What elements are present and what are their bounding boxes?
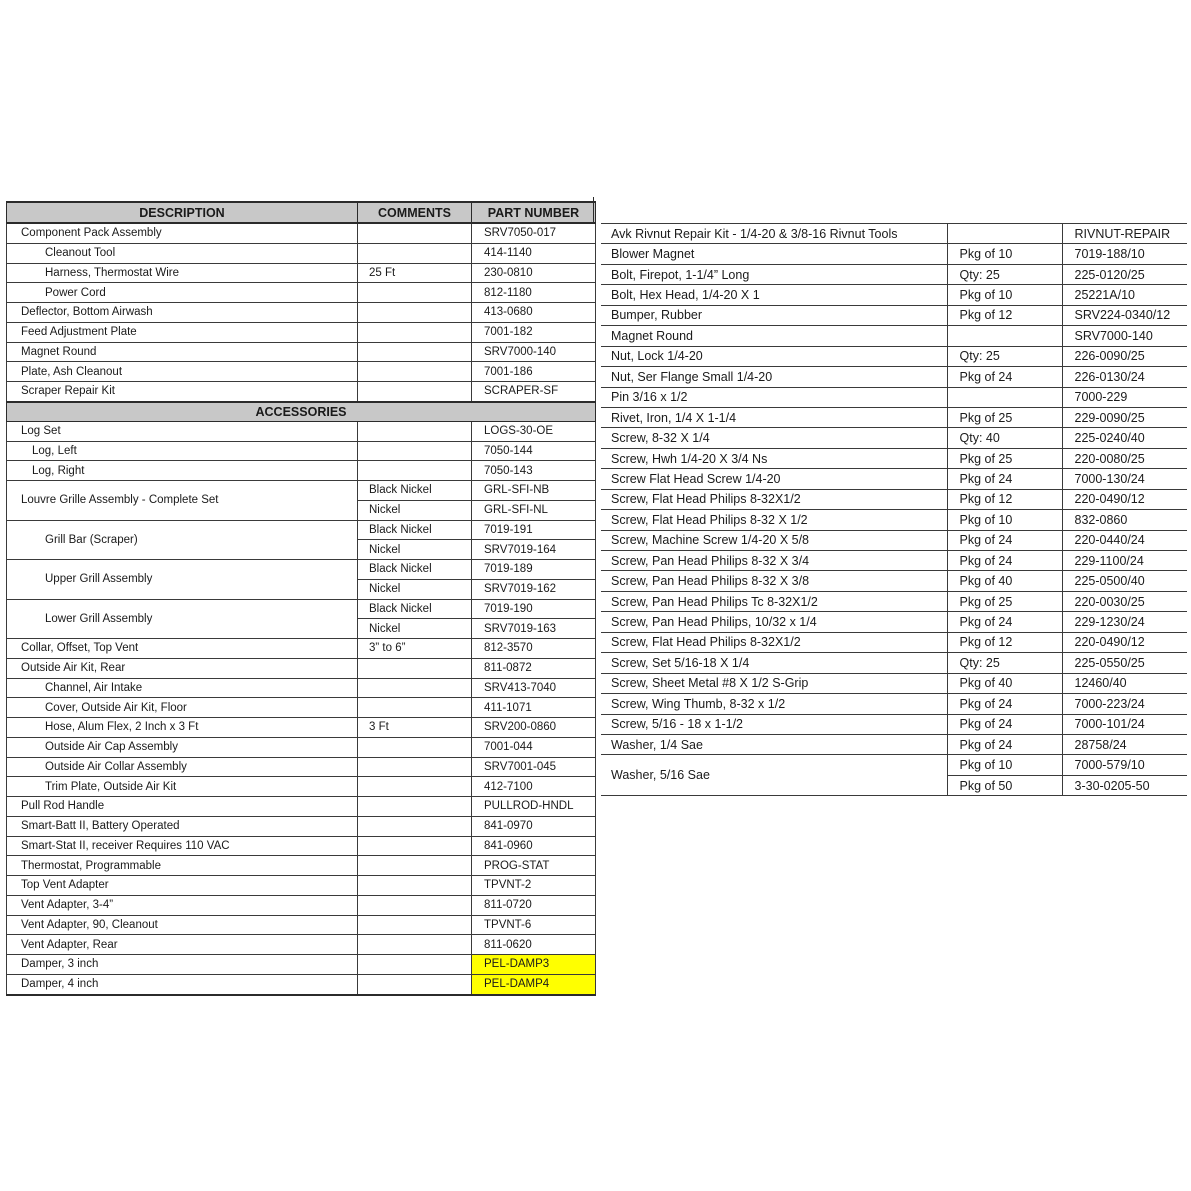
part-comment: Black Nickel — [358, 560, 472, 580]
part-number: 220-0490/12 — [1062, 632, 1187, 652]
table-row — [7, 876, 596, 896]
part-number: 7001-182 — [472, 322, 596, 342]
part-number: 7000-229 — [1062, 387, 1187, 407]
table-row — [7, 560, 596, 580]
table-row — [601, 714, 1187, 734]
part-number: 220-0440/24 — [1062, 530, 1187, 550]
part-number: SRV200-0860 — [472, 718, 596, 738]
part-number: 220-0080/25 — [1062, 448, 1187, 468]
table-row — [7, 777, 596, 797]
part-comment — [358, 935, 472, 955]
part-number: TPVNT-2 — [472, 876, 596, 896]
part-description: Log, Right — [7, 461, 358, 481]
part-comment — [358, 461, 472, 481]
part-description: Damper, 4 inch — [7, 974, 358, 994]
table-row — [601, 510, 1187, 530]
part-number: 229-1230/24 — [1062, 612, 1187, 632]
part-description: Plate, Ash Cleanout — [7, 362, 358, 382]
part-description: Bolt, Firepot, 1-1/4” Long — [601, 264, 947, 284]
part-description: Feed Adjustment Plate — [7, 322, 358, 342]
part-description: Log, Left — [7, 441, 358, 461]
table-row — [7, 797, 596, 817]
part-number: 811-0872 — [472, 658, 596, 678]
part-comment: Nickel — [358, 579, 472, 599]
part-number: 412-7100 — [472, 777, 596, 797]
part-description: Screw, Machine Screw 1/4-20 X 5/8 — [601, 530, 947, 550]
table-row — [7, 421, 596, 441]
table-row — [7, 441, 596, 461]
part-number: PROG-STAT — [472, 856, 596, 876]
part-number: 811-0620 — [472, 935, 596, 955]
part-quantity: Pkg of 24 — [947, 367, 1062, 387]
part-description: Nut, Ser Flange Small 1/4-20 — [601, 367, 947, 387]
part-comment — [358, 974, 472, 994]
part-description: Bumper, Rubber — [601, 305, 947, 325]
part-description: Screw, Pan Head Philips, 10/32 x 1/4 — [601, 612, 947, 632]
part-quantity: Pkg of 24 — [947, 714, 1062, 734]
part-description: Grill Bar (Scraper) — [7, 520, 358, 560]
part-comment — [358, 362, 472, 382]
part-quantity: Pkg of 24 — [947, 530, 1062, 550]
table-row — [7, 303, 596, 323]
part-quantity: Qty: 40 — [947, 428, 1062, 448]
part-number: LOGS-30-OE — [472, 421, 596, 441]
part-number: PEL-DAMP4 — [472, 974, 596, 994]
part-description: Outside Air Cap Assembly — [7, 737, 358, 757]
table-row — [601, 448, 1187, 468]
part-description: Harness, Thermostat Wire — [7, 263, 358, 283]
part-number: 225-0240/40 — [1062, 428, 1187, 448]
table-row — [601, 469, 1187, 489]
table-row — [601, 387, 1187, 407]
table-row — [601, 264, 1187, 284]
part-description: Screw, Flat Head Philips 8-32 X 1/2 — [601, 510, 947, 530]
part-comment — [358, 322, 472, 342]
part-quantity: Qty: 25 — [947, 346, 1062, 366]
part-description: Louvre Grille Assembly - Complete Set — [7, 481, 358, 521]
part-number: PEL-DAMP3 — [472, 955, 596, 975]
table-row — [7, 658, 596, 678]
part-number: 7019-190 — [472, 599, 596, 619]
table-row — [601, 346, 1187, 366]
table-row — [7, 836, 596, 856]
part-description: Magnet Round — [7, 342, 358, 362]
part-number: 12460/40 — [1062, 673, 1187, 693]
table-row — [601, 673, 1187, 693]
part-quantity: Qty: 25 — [947, 653, 1062, 673]
table-row — [601, 755, 1187, 775]
table-row — [601, 407, 1187, 427]
part-number: 7001-044 — [472, 737, 596, 757]
table-row — [7, 856, 596, 876]
table-row — [7, 322, 596, 342]
part-comment: Nickel — [358, 540, 472, 560]
table-row — [601, 571, 1187, 591]
table-row — [7, 599, 596, 619]
part-number: 411-1071 — [472, 698, 596, 718]
table-row — [7, 342, 596, 362]
part-number: 230-0810 — [472, 263, 596, 283]
table-row — [601, 305, 1187, 325]
part-description: Smart-Stat II, receiver Requires 110 VAC — [7, 836, 358, 856]
part-number: 7000-101/24 — [1062, 714, 1187, 734]
table-row — [601, 734, 1187, 754]
part-description: Damper, 3 inch — [7, 955, 358, 975]
part-number: 841-0970 — [472, 816, 596, 836]
part-description: Log Set — [7, 421, 358, 441]
part-quantity: Qty: 25 — [947, 264, 1062, 284]
table-row — [7, 362, 596, 382]
header-comments: COMMENTS — [358, 202, 472, 223]
part-number: 225-0550/25 — [1062, 653, 1187, 673]
part-description: Top Vent Adapter — [7, 876, 358, 896]
part-number: SRV7019-163 — [472, 619, 596, 639]
part-number: 229-0090/25 — [1062, 407, 1187, 427]
table-row — [601, 224, 1187, 244]
part-comment: Black Nickel — [358, 599, 472, 619]
part-description: Screw, Pan Head Philips 8-32 X 3/4 — [601, 551, 947, 571]
part-description: Collar, Offset, Top Vent — [7, 639, 358, 659]
part-number: SRV7000-140 — [1062, 326, 1187, 346]
part-quantity: Pkg of 24 — [947, 469, 1062, 489]
part-number: 811-0720 — [472, 895, 596, 915]
part-description: Screw, Pan Head Philips Tc 8-32X1/2 — [601, 591, 947, 611]
part-description: Rivet, Iron, 1/4 X 1-1/4 — [601, 407, 947, 427]
part-number: GRL-SFI-NL — [472, 500, 596, 520]
parts-table-right — [601, 223, 1187, 796]
part-number: SRV7050-017 — [472, 223, 596, 243]
table-row — [7, 915, 596, 935]
part-number: SCRAPER-SF — [472, 382, 596, 402]
part-quantity: Pkg of 10 — [947, 510, 1062, 530]
part-quantity: Pkg of 12 — [947, 632, 1062, 652]
part-number: 7050-144 — [472, 441, 596, 461]
part-description: Screw, 8-32 X 1/4 — [601, 428, 947, 448]
part-comment — [358, 678, 472, 698]
part-description: Upper Grill Assembly — [7, 560, 358, 600]
part-number: 414-1140 — [472, 243, 596, 263]
part-comment — [358, 698, 472, 718]
part-number: 229-1100/24 — [1062, 551, 1187, 571]
table-row — [601, 551, 1187, 571]
table-row — [601, 489, 1187, 509]
part-quantity: Pkg of 24 — [947, 734, 1062, 754]
part-number: 225-0120/25 — [1062, 264, 1187, 284]
part-number: 28758/24 — [1062, 734, 1187, 754]
part-comment: 3 Ft — [358, 718, 472, 738]
table-row — [7, 263, 596, 283]
part-number: 7000-223/24 — [1062, 694, 1187, 714]
part-quantity — [947, 224, 1062, 244]
part-quantity — [947, 326, 1062, 346]
part-comment — [358, 243, 472, 263]
table-row — [601, 244, 1187, 264]
part-description: Power Cord — [7, 283, 358, 303]
table-divider — [593, 197, 594, 223]
section-row — [7, 402, 596, 422]
header-row — [7, 202, 596, 223]
table-row — [7, 757, 596, 777]
table-row — [7, 520, 596, 540]
table-row — [601, 285, 1187, 305]
part-quantity: Pkg of 25 — [947, 591, 1062, 611]
table-row — [7, 935, 596, 955]
part-number: SRV413-7040 — [472, 678, 596, 698]
part-comment — [358, 797, 472, 817]
part-description: Screw, 5/16 - 18 x 1-1/2 — [601, 714, 947, 734]
part-comment — [358, 757, 472, 777]
part-description: Vent Adapter, Rear — [7, 935, 358, 955]
part-comment — [358, 223, 472, 243]
table-row — [7, 718, 596, 738]
part-number: PULLROD-HNDL — [472, 797, 596, 817]
part-description: Vent Adapter, 90, Cleanout — [7, 915, 358, 935]
part-comment: 25 Ft — [358, 263, 472, 283]
part-number: 7000-130/24 — [1062, 469, 1187, 489]
part-number: 812-1180 — [472, 283, 596, 303]
table-row — [601, 367, 1187, 387]
table-row — [7, 955, 596, 975]
part-description: Deflector, Bottom Airwash — [7, 303, 358, 323]
table-row — [7, 974, 596, 994]
part-number: RIVNUT-REPAIR — [1062, 224, 1187, 244]
table-row — [601, 428, 1187, 448]
part-quantity: Pkg of 12 — [947, 489, 1062, 509]
part-number: SRV7000-140 — [472, 342, 596, 362]
table-row — [601, 612, 1187, 632]
part-quantity: Pkg of 40 — [947, 571, 1062, 591]
part-comment — [358, 342, 472, 362]
table-row — [601, 326, 1187, 346]
table-row — [7, 698, 596, 718]
part-description: Pull Rod Handle — [7, 797, 358, 817]
part-comment — [358, 836, 472, 856]
part-quantity: Pkg of 40 — [947, 673, 1062, 693]
part-description: Scraper Repair Kit — [7, 382, 358, 402]
part-quantity: Pkg of 25 — [947, 407, 1062, 427]
part-description: Cover, Outside Air Kit, Floor — [7, 698, 358, 718]
part-description: Nut, Lock 1/4-20 — [601, 346, 947, 366]
part-description: Screw, Sheet Metal #8 X 1/2 S-Grip — [601, 673, 947, 693]
table-row — [7, 737, 596, 757]
part-quantity: Pkg of 12 — [947, 305, 1062, 325]
part-comment — [358, 658, 472, 678]
part-comment: Nickel — [358, 619, 472, 639]
table-row — [601, 632, 1187, 652]
part-number: 7019-191 — [472, 520, 596, 540]
part-comment — [358, 303, 472, 323]
part-description: Washer, 1/4 Sae — [601, 734, 947, 754]
part-comment — [358, 915, 472, 935]
part-description: Pin 3/16 x 1/2 — [601, 387, 947, 407]
table-row — [7, 223, 596, 243]
part-comment — [358, 737, 472, 757]
part-description: Screw, Flat Head Philips 8-32X1/2 — [601, 632, 947, 652]
parts-table-left — [6, 201, 596, 996]
part-description: Washer, 5/16 Sae — [601, 755, 947, 796]
part-number: TPVNT-6 — [472, 915, 596, 935]
table-row — [7, 283, 596, 303]
table-row — [7, 382, 596, 402]
table-row — [601, 591, 1187, 611]
part-description: Screw, Set 5/16-18 X 1/4 — [601, 653, 947, 673]
part-comment — [358, 283, 472, 303]
table-row — [7, 678, 596, 698]
part-quantity — [947, 387, 1062, 407]
part-number: SRV7019-162 — [472, 579, 596, 599]
table-row — [601, 653, 1187, 673]
table-row — [7, 639, 596, 659]
part-number: 7019-188/10 — [1062, 244, 1187, 264]
part-description: Cleanout Tool — [7, 243, 358, 263]
part-comment: Black Nickel — [358, 481, 472, 501]
part-number: 832-0860 — [1062, 510, 1187, 530]
part-number: 7000-579/10 — [1062, 755, 1187, 775]
part-comment: Nickel — [358, 500, 472, 520]
part-description: Channel, Air Intake — [7, 678, 358, 698]
part-number: 220-0030/25 — [1062, 591, 1187, 611]
part-comment — [358, 777, 472, 797]
table-row — [601, 530, 1187, 550]
part-number: GRL-SFI-NB — [472, 481, 596, 501]
part-number: SRV7019-164 — [472, 540, 596, 560]
part-description: Screw, Hwh 1/4-20 X 3/4 Ns — [601, 448, 947, 468]
table-row — [7, 816, 596, 836]
part-number: 7050-143 — [472, 461, 596, 481]
part-description: Lower Grill Assembly — [7, 599, 358, 639]
part-description: Magnet Round — [601, 326, 947, 346]
part-number: 7001-186 — [472, 362, 596, 382]
part-description: Screw Flat Head Screw 1/4-20 — [601, 469, 947, 489]
part-description: Screw, Pan Head Philips 8-32 X 3/8 — [601, 571, 947, 591]
part-description: Smart-Batt II, Battery Operated — [7, 816, 358, 836]
part-quantity: Pkg of 24 — [947, 612, 1062, 632]
part-comment: 3” to 6” — [358, 639, 472, 659]
part-description: Hose, Alum Flex, 2 Inch x 3 Ft — [7, 718, 358, 738]
part-description: Outside Air Kit, Rear — [7, 658, 358, 678]
part-number: 226-0130/24 — [1062, 367, 1187, 387]
part-quantity: Pkg of 10 — [947, 285, 1062, 305]
part-comment: Black Nickel — [358, 520, 472, 540]
part-quantity: Pkg of 25 — [947, 448, 1062, 468]
part-comment — [358, 421, 472, 441]
part-description: Outside Air Collar Assembly — [7, 757, 358, 777]
part-comment — [358, 895, 472, 915]
part-description: Screw, Wing Thumb, 8-32 x 1/2 — [601, 694, 947, 714]
table-row — [7, 481, 596, 501]
part-quantity: Pkg of 50 — [947, 775, 1062, 795]
part-comment — [358, 441, 472, 461]
part-description: Thermostat, Programmable — [7, 856, 358, 876]
part-comment — [358, 955, 472, 975]
part-number: SRV224-0340/12 — [1062, 305, 1187, 325]
table-row — [7, 243, 596, 263]
part-number: 226-0090/25 — [1062, 346, 1187, 366]
part-description: Blower Magnet — [601, 244, 947, 264]
part-description: Screw, Flat Head Philips 8-32X1/2 — [601, 489, 947, 509]
part-description: Bolt, Hex Head, 1/4-20 X 1 — [601, 285, 947, 305]
part-number: 812-3570 — [472, 639, 596, 659]
table-row — [7, 895, 596, 915]
part-comment — [358, 816, 472, 836]
part-number: 25221A/10 — [1062, 285, 1187, 305]
part-description: Avk Rivnut Repair Kit - 1/4-20 & 3/8-16 Rivnut Tools — [601, 224, 947, 244]
part-description: Vent Adapter, 3-4” — [7, 895, 358, 915]
table-row — [601, 694, 1187, 714]
part-number: SRV7001-045 — [472, 757, 596, 777]
part-number: 225-0500/40 — [1062, 571, 1187, 591]
header-description: DESCRIPTION — [7, 202, 358, 223]
part-description: Component Pack Assembly — [7, 223, 358, 243]
part-quantity: Pkg of 24 — [947, 551, 1062, 571]
header-part-number: PART NUMBER — [472, 202, 596, 223]
part-comment — [358, 876, 472, 896]
part-comment — [358, 856, 472, 876]
part-number: 413-0680 — [472, 303, 596, 323]
accessories-heading: ACCESSORIES — [7, 402, 596, 422]
part-number: 841-0960 — [472, 836, 596, 856]
table-row — [7, 461, 596, 481]
part-quantity: Pkg of 10 — [947, 755, 1062, 775]
part-description: Trim Plate, Outside Air Kit — [7, 777, 358, 797]
part-quantity: Pkg of 24 — [947, 694, 1062, 714]
part-number: 3-30-0205-50 — [1062, 775, 1187, 795]
part-quantity: Pkg of 10 — [947, 244, 1062, 264]
part-comment — [358, 382, 472, 402]
part-number: 220-0490/12 — [1062, 489, 1187, 509]
part-number: 7019-189 — [472, 560, 596, 580]
